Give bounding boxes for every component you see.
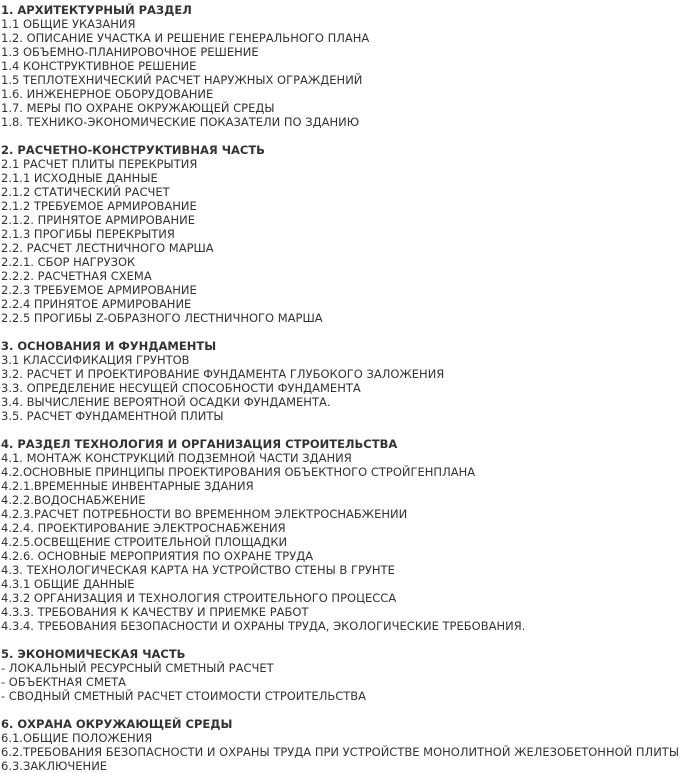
toc-item: 2.1.1 ИСХОДНЫЕ ДАННЫЕ bbox=[1, 171, 158, 185]
section-spacer bbox=[1, 325, 700, 339]
toc-item: 4.2.ОСНОВНЫЕ ПРИНЦИПЫ ПРОЕКТИРОВАНИЯ ОБЪЕКТНОГО СТРОЙГЕНПЛАНА bbox=[1, 465, 476, 479]
toc-item: 3.1 КЛАССИФИКАЦИЯ ГРУНТОВ bbox=[1, 353, 190, 367]
toc-item: 6.3.ЗАКЛЮЧЕНИЕ bbox=[1, 759, 108, 773]
toc-section bbox=[1, 143, 700, 325]
section-title: 1. АРХИТЕКТУРНЫЙ РАЗДЕЛ bbox=[1, 3, 192, 17]
toc-item: 3.5. РАСЧЕТ ФУНДАМЕНТНОЙ ПЛИТЫ bbox=[1, 409, 224, 423]
toc-item: 1.3 ОБЪЕМНО-ПЛАНИРОВОЧНОЕ РЕШЕНИЕ bbox=[1, 45, 259, 59]
toc-item: 4.3. ТЕХНОЛОГИЧЕСКАЯ КАРТА НА УСТРОЙСТВО СТЕНЫ В ГРУНТЕ bbox=[1, 563, 395, 577]
toc-item: 4.2.3.РАСЧЕТ ПОТРЕБНОСТИ ВО ВРЕМЕННОМ ЭЛЕКТРОСНАБЖЕНИИ bbox=[1, 507, 408, 521]
toc-item: 2.2.3 ТРЕБУЕМОЕ АРМИРОВАНИЕ bbox=[1, 283, 197, 297]
toc-item: 4.3.2 ОРГАНИЗАЦИЯ И ТЕХНОЛОГИЯ СТРОИТЕЛЬНОГО ПРОЦЕССА bbox=[1, 591, 397, 605]
toc-item: 1.2. ОПИСАНИЕ УЧАСТКА И РЕШЕНИЕ ГЕНЕРАЛЬНОГО ПЛАНА bbox=[1, 31, 370, 45]
toc-item: 1.6. ИНЖЕНЕРНОЕ ОБОРУДОВАНИЕ bbox=[1, 87, 214, 101]
toc-section bbox=[1, 3, 700, 129]
toc-item: 3.4. ВЫЧИСЛЕНИЕ ВЕРОЯТНОЙ ОСАДКИ ФУНДАМЕНТА. bbox=[1, 395, 331, 409]
toc-item: 1.1 ОБЩИЕ УКАЗАНИЯ bbox=[1, 17, 136, 31]
toc-item: 4.2.5.ОСВЕЩЕНИЕ СТРОИТЕЛЬНОЙ ПЛОЩАДКИ bbox=[1, 535, 288, 549]
section-title: 2. РАСЧЕТНО-КОНСТРУКТИВНАЯ ЧАСТЬ bbox=[1, 143, 265, 157]
section-spacer bbox=[1, 423, 700, 437]
toc-item: 1.7. МЕРЫ ПО ОХРАНЕ ОКРУЖАЮЩЕЙ СРЕДЫ bbox=[1, 101, 275, 115]
toc-item: 2.2.5 ПРОГИБЫ Z-ОБРАЗНОГО ЛЕСТНИЧНОГО МАРША bbox=[1, 311, 323, 325]
toc-item: 6.1.ОБЩИЕ ПОЛОЖЕНИЯ bbox=[1, 731, 153, 745]
toc-item: 2.1.3 ПРОГИБЫ ПЕРЕКРЫТИЯ bbox=[1, 227, 175, 241]
toc-item: 4.1. МОНТАЖ КОНСТРУКЦИЙ ПОДЗЕМНОЙ ЧАСТИ ЗДАНИЯ bbox=[1, 451, 352, 465]
toc-item: 2.1.2 СТАТИЧЕСКИЙ РАСЧЕТ bbox=[1, 185, 170, 199]
toc-item: 2.2.1. СБОР НАГРУЗОК bbox=[1, 255, 136, 269]
toc-item: 1.8. ТЕХНИКО-ЭКОНОМИЧЕСКИЕ ПОКАЗАТЕЛИ ПО ЗДАНИЮ bbox=[1, 115, 360, 129]
toc-section bbox=[1, 339, 700, 423]
toc-item: - ОБЪЕКТНАЯ СМЕТА bbox=[1, 675, 127, 689]
toc-item: 4.3.3. ТРЕБОВАНИЯ К КАЧЕСТВУ И ПРИЕМКЕ РАБОТ bbox=[1, 605, 309, 619]
toc-item: 4.2.1.ВРЕМЕННЫЕ ИНВЕНТАРНЫЕ ЗДАНИЯ bbox=[1, 479, 254, 493]
section-title: 4. РАЗДЕЛ ТЕХНОЛОГИЯ И ОРГАНИЗАЦИЯ СТРОИТЕЛЬСТВА bbox=[1, 437, 398, 451]
toc-section bbox=[1, 647, 700, 703]
section-title: 6. ОХРАНА ОКРУЖАЮЩЕЙ СРЕДЫ bbox=[1, 717, 233, 731]
section-spacer bbox=[1, 129, 700, 143]
section-title: 5. ЭКОНОМИЧЕСКАЯ ЧАСТЬ bbox=[1, 647, 186, 661]
toc-item: 2.2.2. РАСЧЕТНАЯ СХЕМА bbox=[1, 269, 152, 283]
toc-item: 3.2. РАСЧЕТ И ПРОЕКТИРОВАНИЕ ФУНДАМЕНТА ГЛУБОКОГО ЗАЛОЖЕНИЯ bbox=[1, 367, 445, 381]
toc-item: - СВОДНЫЙ СМЕТНЫЙ РАСЧЕТ СТОИМОСТИ СТРОИТЕЛЬСТВА bbox=[1, 689, 367, 703]
toc-item: 6.2.ТРЕБОВАНИЯ БЕЗОПАСНОСТИ И ОХРАНЫ ТРУДА ПРИ УСТРОЙСТВЕ МОНОЛИТНОЙ ЖЕЛЕЗОБЕТОННОЙ ПЛИТЫ bbox=[1, 745, 679, 759]
toc-item: 3.3. ОПРЕДЕЛЕНИЕ НЕСУЩЕЙ СПОСОБНОСТИ ФУНДАМЕНТА bbox=[1, 381, 361, 395]
toc-item: 2.2.4 ПРИНЯТОЕ АРМИРОВАНИЕ bbox=[1, 297, 192, 311]
toc-section bbox=[1, 437, 700, 633]
toc-item: 4.2.4. ПРОЕКТИРОВАНИЕ ЭЛЕКТРОСНАБЖЕНИЯ bbox=[1, 521, 286, 535]
toc-item: 4.2.2.ВОДОСНАБЖЕНИЕ bbox=[1, 493, 146, 507]
toc-item: 4.3.4. ТРЕБОВАНИЯ БЕЗОПАСНОСТИ И ОХРАНЫ ТРУДА, ЭКОЛОГИЧЕСКИЕ ТРЕБОВАНИЯ. bbox=[1, 619, 526, 633]
toc-item: 1.4 КОНСТРУКТИВНОЕ РЕШЕНИЕ bbox=[1, 59, 197, 73]
toc-section bbox=[1, 717, 700, 773]
toc-item: 4.2.6. ОСНОВНЫЕ МЕРОПРИЯТИЯ ПО ОХРАНЕ ТРУДА bbox=[1, 549, 314, 563]
toc-item: 2.1.2. ПРИНЯТОЕ АРМИРОВАНИЕ bbox=[1, 213, 195, 227]
toc-item: 2.2. РАСЧЕТ ЛЕСТНИЧНОГО МАРША bbox=[1, 241, 214, 255]
toc-item: - ЛОКАЛЬНЫЙ РЕСУРСНЫЙ СМЕТНЫЙ РАСЧЕТ bbox=[1, 661, 274, 675]
section-spacer bbox=[1, 633, 700, 647]
toc-item: 2.1 РАСЧЕТ ПЛИТЫ ПЕРЕКРЫТИЯ bbox=[1, 157, 198, 171]
toc-item: 1.5 ТЕПЛОТЕХНИЧЕСКИЙ РАСЧЕТ НАРУЖНЫХ ОГРАЖДЕНИЙ bbox=[1, 73, 363, 87]
toc-item: 2.1.2 ТРЕБУЕМОЕ АРМИРОВАНИЕ bbox=[1, 199, 197, 213]
section-spacer bbox=[1, 703, 700, 717]
toc-item: 4.3.1 ОБЩИЕ ДАННЫЕ bbox=[1, 577, 135, 591]
section-title: 3. ОСНОВАНИЯ И ФУНДАМЕНТЫ bbox=[1, 339, 217, 353]
